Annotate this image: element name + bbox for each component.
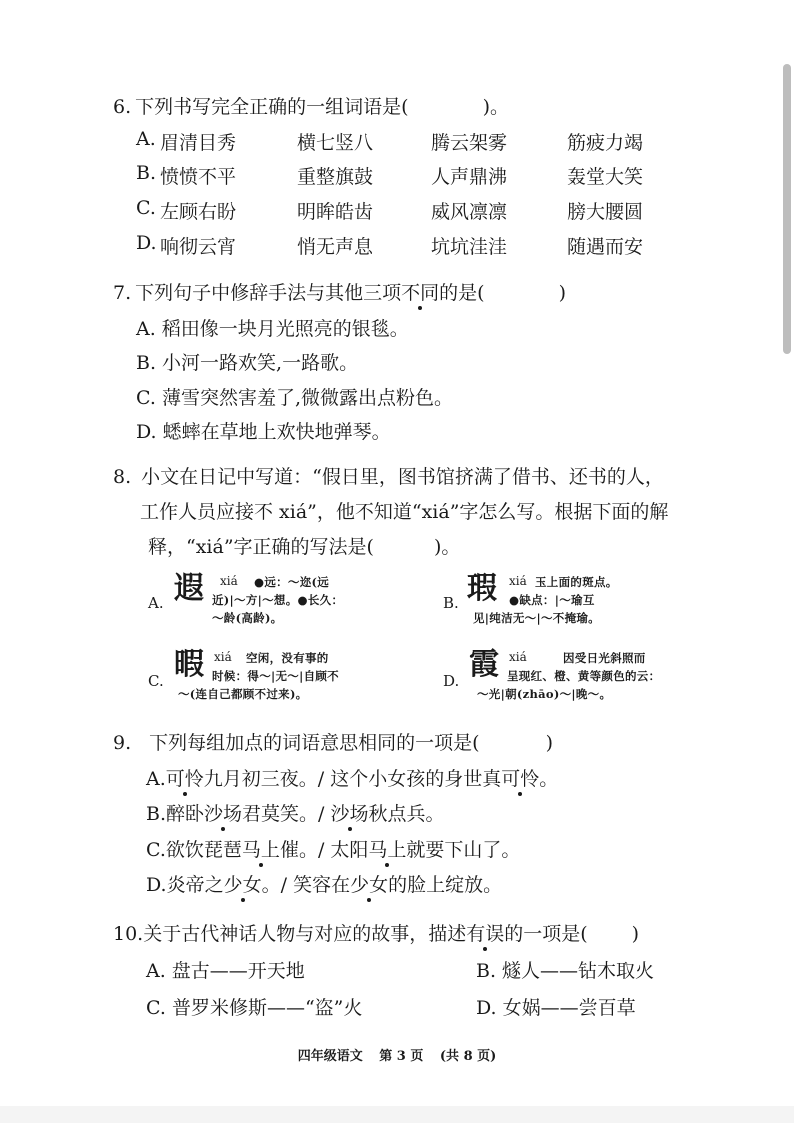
option-label: A. <box>146 768 166 790</box>
dotted-word: 马上 <box>242 835 280 862</box>
dict-character: 暇 <box>174 647 204 682</box>
option-word: 人声鼎沸 <box>431 166 508 188</box>
option-label: C. <box>136 197 156 219</box>
dict-definition-line: 玉上面的斑点。 <box>535 575 618 589</box>
dict-definition-line: 空闲，没有事的 <box>246 651 329 665</box>
question-text: 释，“xiá”字正确的写法是( <box>148 536 374 558</box>
option-label: A. <box>136 128 156 150</box>
page-bottom-edge <box>0 1106 794 1123</box>
option-d: D. 女娲——尝百草 <box>476 997 636 1019</box>
question-number: 6. <box>113 96 132 118</box>
question-number: 7. <box>113 282 132 304</box>
question-8-line-2: 工作人员应接不 xiá”，他不知道“xiá”字怎么写。根据下面的解 <box>140 501 669 523</box>
dict-pinyin: xiá <box>509 574 527 588</box>
option-word: 重整旗鼓 <box>297 166 374 188</box>
question-number: 9. <box>113 732 132 754</box>
option-b: B. 小河一路欢笑,一路歌。 <box>136 352 359 374</box>
question-text: 下列每组加点的词语意思相同的一项是( <box>149 732 480 754</box>
question-tail: ) <box>631 923 640 945</box>
option-text: 炎帝之 <box>166 874 224 896</box>
option-b: B. 燧人——钻木取火 <box>476 960 655 982</box>
option-c <box>146 835 520 862</box>
dotted-word: 沙场 <box>331 799 369 826</box>
option-text: 九月初三夜。/ 这个小女孩的身世真 <box>203 768 502 790</box>
option-text: 君莫笑。/ <box>242 803 331 825</box>
option-b <box>146 799 445 826</box>
dotted-word: 沙场 <box>204 799 242 826</box>
dict-definition-line: ～光|朝(zhāo)～|晚～。 <box>477 687 612 701</box>
option-word: 眉清目秀 <box>160 132 237 154</box>
scrollbar[interactable] <box>780 0 794 1123</box>
dotted-word: 可怜 <box>166 764 204 791</box>
option-label: D. <box>136 232 157 254</box>
question-8-line-1 <box>113 462 664 489</box>
question-9-stem <box>113 728 553 755</box>
dict-definition-line: 近)|～方|～想。●长久： <box>212 593 344 607</box>
question-10-stem <box>113 919 639 946</box>
option-text: 秋点兵。 <box>368 803 445 825</box>
option-label: B. <box>146 803 167 825</box>
option-label: B. <box>443 594 459 612</box>
dotted-word: 马上 <box>368 835 406 862</box>
question-7-stem <box>113 278 566 305</box>
dict-character: 瑕 <box>467 571 497 606</box>
option-label: B. <box>136 162 157 184</box>
dict-definition-line: ～(连自己都顾不过来)。 <box>178 687 308 701</box>
dict-definition-line: 呈现红、橙、黄等颜色的云： <box>507 669 661 683</box>
option-label: D. <box>146 874 167 896</box>
question-number: 8. <box>113 466 132 488</box>
dict-definition-line: 因受日光斜照而 <box>563 651 646 665</box>
dict-definition-line: ●缺点：|～瑜互 <box>509 593 595 607</box>
dotted-word: 少女 <box>350 870 388 897</box>
option-text: 。/ 笑容在 <box>261 874 351 896</box>
option-a: A. 盘古——开天地 <box>146 960 305 982</box>
option-word: 筋疲力竭 <box>567 132 644 154</box>
option-word: 膀大腰圆 <box>567 201 644 223</box>
option-a: A. 稻田像一块月光照亮的银毯。 <box>136 318 409 340</box>
option-text: 催。/ 太阳 <box>279 839 369 861</box>
option-d: D. 蟋蟀在草地上欢快地弹琴。 <box>136 421 391 443</box>
question-tail: )。 <box>482 96 509 118</box>
option-text: 。 <box>539 768 559 790</box>
dict-character: 遐 <box>174 571 204 606</box>
question-tail: )。 <box>433 536 461 558</box>
question-6-stem <box>113 92 509 119</box>
dict-pinyin: xiá <box>509 650 527 664</box>
dict-definition-line: 时候：得～|无～|自顾不 <box>212 669 339 683</box>
page-footer <box>0 1045 794 1064</box>
question-text: 下列书写完全正确的一组词语是( <box>135 96 409 118</box>
question-tail: ) <box>558 282 567 304</box>
option-text: 就要下山了。 <box>406 839 521 861</box>
emphasis-dotted-text: 不同 <box>401 278 439 305</box>
question-text: 的一项是( <box>504 923 588 945</box>
emphasis-dotted-text: 有误 <box>466 919 504 946</box>
option-word: 随遇而安 <box>567 236 644 258</box>
option-word: 轰堂大笑 <box>567 166 644 188</box>
question-text: 关于古代神话人物与对应的故事，描述 <box>143 923 467 945</box>
option-word: 威风凛凛 <box>431 201 508 223</box>
footer-page-number: 第 3 页 <box>379 1049 424 1064</box>
dict-pinyin: xiá <box>214 650 232 664</box>
option-label: A. <box>148 594 164 612</box>
option-word: 明眸皓齿 <box>297 201 374 223</box>
dotted-word: 少女 <box>224 870 262 897</box>
footer-total-pages: (共 8 页) <box>439 1049 497 1064</box>
dotted-word: 可怜 <box>501 764 539 791</box>
option-word: 愤愤不平 <box>160 166 237 188</box>
dict-definition-line: 见|纯洁无～|～不掩瑜。 <box>473 611 600 625</box>
footer-subject: 四年级语文 <box>297 1049 363 1064</box>
option-c: C. 普罗米修斯——“盗”火 <box>146 997 363 1019</box>
scrollbar-thumb[interactable] <box>783 64 791 354</box>
option-c: C. 薄雪突然害羞了,微微露出点粉色。 <box>136 387 453 409</box>
option-word: 左顾右盼 <box>160 201 237 223</box>
option-a <box>146 764 558 791</box>
dict-definition-line: ●远：～迩(远 <box>254 575 330 589</box>
option-word: 悄无声息 <box>297 236 374 258</box>
option-label: C. <box>146 839 166 861</box>
option-label: C. <box>148 672 164 690</box>
question-text: 小文在日记中写道：“假日里，图书馆挤满了借书、还书的人， <box>141 466 664 488</box>
dict-definition-line: ～龄(高龄)。 <box>212 611 283 625</box>
option-label: D. <box>443 672 460 690</box>
option-d <box>146 870 502 897</box>
dict-character: 霞 <box>469 647 499 682</box>
option-word: 横七竖八 <box>297 132 374 154</box>
question-number: 10. <box>113 923 144 945</box>
option-text: 的脸上绽放。 <box>388 874 503 896</box>
option-text: 欲饮琵琶 <box>165 839 242 861</box>
option-word: 响彻云宵 <box>160 236 237 258</box>
dict-pinyin: xiá <box>220 574 238 588</box>
question-text: 的是( <box>439 282 485 304</box>
question-text: 下列句子中修辞手法与其他三项 <box>135 282 402 304</box>
question-tail: ) <box>545 732 553 754</box>
option-text: 醉卧 <box>166 803 205 825</box>
option-word: 腾云架雾 <box>431 132 508 154</box>
question-8-line-3 <box>148 532 460 559</box>
option-word: 坑坑洼洼 <box>431 236 508 258</box>
